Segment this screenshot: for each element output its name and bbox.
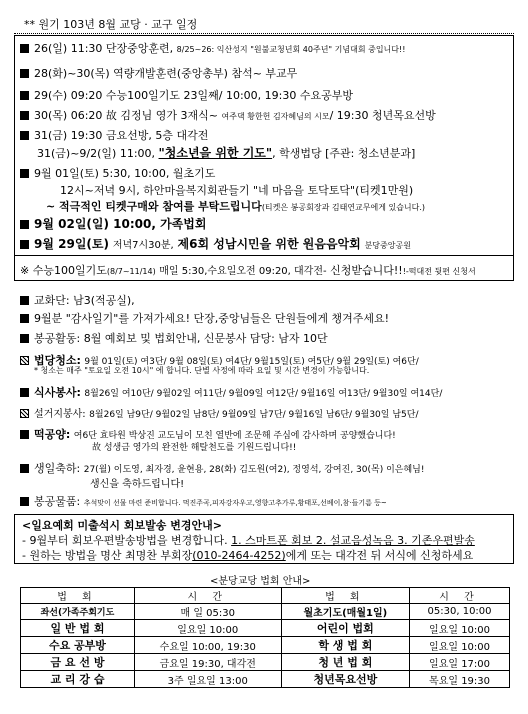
header-divider — [14, 33, 514, 34]
schedule-item-28 — [20, 65, 297, 81]
square-bullet-icon — [20, 388, 29, 397]
notice-text: 8월26일 여10단/ 9월02일 여11단/ 9월09일 여12단/ 9월16일 여13단/ 9월30일 여14단/ — [84, 389, 443, 399]
notice-cleaning-sub: * 청소는 매주 "토요일 오전 10시" 에 합니다. 단별 사정에 따라 요일 및 시간 변경이 가능합니다. — [34, 366, 370, 375]
square-bullet-icon — [20, 296, 29, 305]
youth-prayer-title: "청소년을 위한 기도" — [158, 146, 273, 160]
notice-dishes — [20, 405, 418, 420]
square-bullet-icon — [20, 69, 29, 78]
guide-title: <분당교당 법회 안내> — [210, 576, 311, 587]
header-service: 법 회 — [281, 588, 409, 604]
hatched-bullet-icon — [20, 356, 29, 365]
service-name: 일 반 법 회 — [21, 620, 135, 637]
change-line1-options: 1. 스마트폰 회보 2. 설교음성녹음 3. 기존우편발송 — [231, 534, 475, 547]
service-guide-table — [20, 587, 510, 688]
service-time: 매 일 05:30 — [134, 604, 281, 620]
concert-time: 저녁7시30분, — [112, 240, 174, 251]
square-bullet-icon — [20, 314, 29, 323]
service-name: 학 생 법 회 — [281, 637, 409, 654]
schedule-item-sep2 — [20, 215, 206, 232]
concert-location: 분당중앙공원 — [364, 241, 411, 250]
notice-text: 추석맞이 선물 마련 준비합니다. 먹진주곡,피자강자우고,영향고추가루,황태포,선베이,참·들기름 등~ — [83, 499, 387, 507]
ticket-note: (티켓은 봉공회장과 김태연교무에게 있습니다.) — [261, 203, 426, 212]
suneung-divider — [14, 255, 514, 256]
notice-label: 떡공양: — [34, 428, 71, 441]
square-bullet-icon — [20, 131, 29, 140]
notice-label: 설거지봉사: — [34, 409, 86, 420]
header-service: 법 회 — [21, 588, 135, 604]
notice-label: 봉공물품: — [34, 495, 81, 508]
change-box-title: <일요예회 미출석시 회보발송 변경안내> — [22, 519, 222, 532]
suneung-period: (8/7~11/14) — [106, 267, 156, 276]
service-name: 청 년 법 회 — [281, 654, 409, 671]
table-row — [21, 654, 510, 671]
concert-title: 제6회 성남시민을 위한 원음음악회 — [177, 237, 361, 251]
service-time: 일요일 10:00 — [410, 620, 510, 637]
change-box-line2 — [22, 547, 473, 563]
schedule-text-2: / 19:30 청년목요선방 — [329, 109, 436, 122]
notice-text: 9월 01일(토) 여3단/ 9월 08일(토) 여4단/ 9월15일(토) 여5단/ 9월 29일(토) 여6단/ — [84, 357, 419, 367]
notice-group — [20, 292, 135, 308]
concert-date: 9월 29일(토) — [34, 237, 109, 251]
square-bullet-icon — [20, 169, 29, 178]
notice-diary — [20, 310, 389, 326]
service-time: 일요일 17:00 — [410, 654, 510, 671]
change-phone: (010-2464-4252) — [192, 549, 286, 562]
service-name: 월초기도(매월1일) — [281, 604, 409, 620]
notice-label: 식사봉사: — [34, 386, 81, 399]
notice-birthday-sub: 생신을 축하드립니다! — [90, 479, 185, 490]
schedule-item-26 — [20, 40, 405, 56]
service-name: 수요 공부방 — [21, 637, 135, 654]
suneung-signup: 신청받습니다!! — [330, 264, 403, 277]
schedule-sep1-sub2 — [46, 198, 425, 214]
schedule-note: 8/25~26: 익산성지 "원불교청년회 40주년" 기념대회 중입니다!! — [176, 45, 406, 54]
schedule-text: 9월 02일(일) 10:00, 가족법회 — [34, 217, 207, 231]
notice-rice-cake-sub: 故 성생금 영가의 완전한 해탈천도를 기원드립니다!! — [92, 443, 297, 453]
schedule-item-31-sub — [37, 144, 415, 161]
schedule-text: 31(금) 19:30 금요선방, 5층 대각전 — [34, 129, 209, 142]
square-bullet-icon — [20, 497, 29, 506]
notice-birthday — [20, 460, 424, 476]
suneung-label: 수능100일기도 — [32, 264, 107, 277]
notice-label: 생일축하: — [34, 462, 81, 475]
change-box-line1 — [22, 532, 475, 548]
header-title: ** 원기 103년 8월 교당 · 교구 일정 — [24, 18, 198, 31]
change-line2-suffix: 에게 또는 대각전 뒤 서식에 신청하세요 — [285, 549, 474, 562]
notice-meal — [20, 384, 442, 400]
notice-text: 8월26일 남9단/ 9월02일 남8단/ 9월09일 남7단/ 9월16일 남6단/ 9월30일 남5단/ — [89, 410, 419, 420]
hatched-bullet-icon — [20, 409, 29, 418]
square-bullet-icon — [20, 111, 29, 120]
notice-text: 교화단: 남3(적공실), — [34, 294, 135, 307]
service-name: 금 요 선 방 — [21, 654, 135, 671]
suneung-note: !-떡대전 뒷편 신청서 — [402, 267, 476, 276]
service-name: 어린이 법회 — [281, 620, 409, 637]
reference-mark: ※ — [20, 264, 30, 277]
service-time: 일요일 10:00 — [410, 637, 510, 654]
schedule-text: 29(수) 09:20 수능100일기도 23일째/ 10:00, 19:30 수요공부방 — [34, 89, 353, 102]
service-name: 좌선(가족주회기도 — [21, 604, 135, 620]
schedule-item-sep1 — [20, 165, 215, 181]
notice-text: 9월분 "감사일기"를 가져가세요! 단장,중앙님들은 단원들에게 챙겨주세요! — [34, 312, 390, 325]
ticket-request-text: ~ 적극적인 티켓구매와 참여를 부탁드립니다 — [46, 200, 262, 213]
square-bullet-icon — [20, 430, 29, 439]
service-time: 3주 일요일 13:00 — [134, 671, 281, 688]
schedule-text-3: , 학생법당 [주관: 청소년분과] — [272, 147, 416, 160]
square-bullet-icon — [20, 464, 29, 473]
schedule-item-31 — [20, 127, 208, 143]
schedule-text-2: 31(금)~9/2(일) 11:00, — [37, 147, 156, 160]
change-line1-prefix: - 9월부터 회보우편발송방법을 변경합니다. — [22, 534, 228, 547]
table-row — [21, 671, 510, 688]
square-bullet-icon — [20, 220, 29, 229]
notice-label: 법당청소: — [34, 354, 81, 367]
service-time: 목요일 19:30 — [410, 671, 510, 688]
service-name: 교 리 강 습 — [21, 671, 135, 688]
service-time: 수요일 10:00, 19:30 — [134, 637, 281, 654]
notice-text: 봉공활동: 8월 예회보 및 법회안내, 신문봉사 담당: 남자 10단 — [34, 332, 328, 345]
square-bullet-icon — [20, 91, 29, 100]
header-time: 시 간 — [410, 588, 510, 604]
square-bullet-icon — [20, 334, 29, 343]
table-row — [21, 637, 510, 654]
schedule-sep1-sub1: 12시~저녁 9시, 하안마을복지회관들기 "네 마음을 토닥토닥"(티켓1만원) — [60, 184, 414, 197]
suneung-time: 매일 5:30,수요일오전 09:20, 대각전- — [159, 266, 327, 277]
schedule-text: 9월 01일(토) 5:30, 10:00, 월초기도 — [34, 167, 216, 180]
service-time: 금요일 19:30, 대각전 — [134, 654, 281, 671]
suneung-line — [20, 262, 476, 278]
table-row — [21, 604, 510, 620]
service-name: 청년목요선방 — [281, 671, 409, 688]
header-time: 시 간 — [134, 588, 281, 604]
schedule-text: 30(목) 06:20 故 김정님 영가 3재식~ — [34, 109, 218, 122]
schedule-note: 여주댁 황한헌 김자혜님의 시모 — [221, 112, 330, 121]
schedule-item-30 — [20, 107, 436, 123]
schedule-item-sep29 — [20, 235, 411, 252]
table-header-row — [21, 588, 510, 604]
notice-goods — [20, 493, 387, 509]
square-bullet-icon — [20, 240, 29, 249]
service-time: 05:30, 10:00 — [410, 604, 510, 620]
schedule-text: 28(화)~30(목) 역량개발훈련(중앙총부) 참석~ 부교무 — [34, 67, 298, 80]
notice-text: 27(월) 이도영, 최자경, 윤현용, 28(화) 김도원(여2), 정영석, 강여진, 30(목) 이은혜님! — [83, 465, 425, 475]
schedule-item-29 — [20, 87, 353, 103]
schedule-text: 26(일) 11:30 단장중앙훈련, — [34, 42, 174, 55]
table-row — [21, 620, 510, 637]
change-line2-prefix: - 원하는 방법을 명산 최명찬 부회장 — [22, 549, 193, 562]
square-bullet-icon — [20, 44, 29, 53]
service-time: 일요일 10:00 — [134, 620, 281, 637]
notice-text: 여6단 효타원 박상진 교도님이 모친 열반에 조문해 주심에 감사하며 공양했습니다! — [73, 431, 396, 441]
notice-service — [20, 330, 328, 346]
